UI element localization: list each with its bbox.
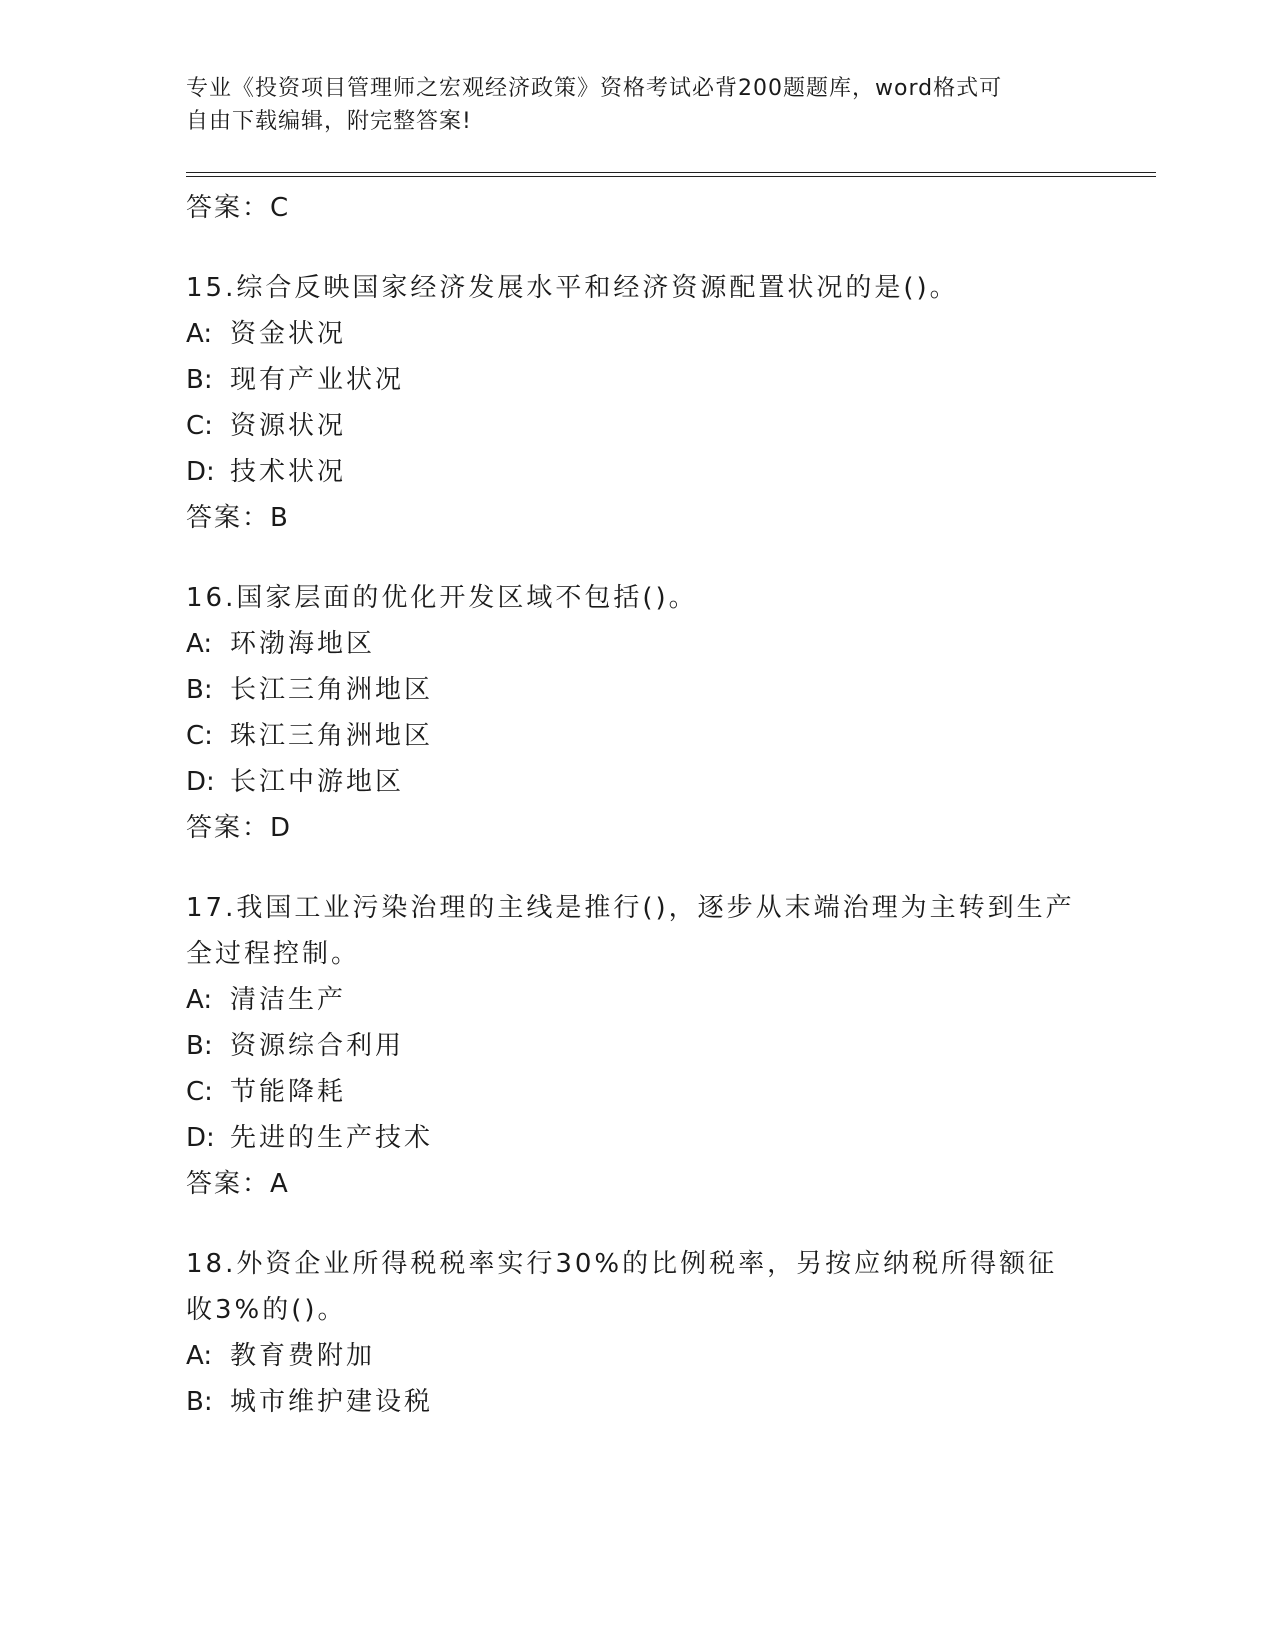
option-key: B: (186, 675, 213, 705)
option-text: 城市维护建设税 (230, 1387, 434, 1417)
question-text: 16.国家层面的优化开发区域不包括()。 (186, 583, 698, 613)
question-text: 15.综合反映国家经济发展水平和经济资源配置状况的是()。 (186, 273, 959, 303)
option-a (186, 311, 1156, 357)
option-text: 长江三角洲地区 (230, 675, 434, 705)
option-text: 节能降耗 (230, 1077, 347, 1107)
question-block (186, 1241, 1156, 1425)
option-text: 清洁生产 (230, 985, 347, 1015)
option-key: A: (186, 985, 213, 1015)
option-a (186, 1333, 1156, 1379)
question-block (186, 885, 1156, 1207)
option-text: 教育费附加 (230, 1341, 376, 1371)
question-text: 17.我国工业污染治理的主线是推行()，逐步从末端治理为主转到生产全过程控制。 (186, 893, 1075, 969)
option-text: 珠江三角洲地区 (230, 721, 434, 751)
document-header (186, 72, 1066, 138)
option-text: 现有产业状况 (230, 365, 405, 395)
option-key: B: (186, 365, 213, 395)
answer-line: 答案：B (186, 503, 290, 533)
option-text: 资源综合利用 (230, 1031, 405, 1061)
option-c (186, 403, 1156, 449)
option-d (186, 449, 1156, 495)
question-block (186, 575, 1156, 851)
option-key: A: (186, 319, 213, 349)
option-key: B: (186, 1387, 213, 1417)
option-b (186, 667, 1156, 713)
option-key: C: (186, 721, 213, 751)
answer-line: 答案：A (186, 1169, 290, 1199)
option-c (186, 1069, 1156, 1115)
question-block (186, 265, 1156, 541)
option-key: A: (186, 1341, 213, 1371)
option-c (186, 713, 1156, 759)
header-divider (186, 172, 1156, 177)
option-a (186, 621, 1156, 667)
option-text: 技术状况 (230, 457, 347, 487)
option-text: 资金状况 (230, 319, 347, 349)
option-text: 资源状况 (230, 411, 347, 441)
option-b (186, 1023, 1156, 1069)
option-a (186, 977, 1156, 1023)
option-key: D: (186, 457, 215, 487)
option-key: D: (186, 767, 215, 797)
option-text: 环渤海地区 (230, 629, 376, 659)
header-line-1: 专业《投资项目管理师之宏观经济政策》资格考试必背200题题库，word格式可 (186, 76, 1003, 101)
option-key: B: (186, 1031, 213, 1061)
option-b (186, 1379, 1156, 1425)
option-key: C: (186, 411, 213, 441)
header-line-2: 自由下载编辑，附完整答案! (186, 109, 472, 134)
option-text: 先进的生产技术 (230, 1123, 434, 1153)
option-d (186, 1115, 1156, 1161)
option-key: A: (186, 629, 213, 659)
document-page (186, 72, 1156, 1425)
option-b (186, 357, 1156, 403)
answer-line: 答案：C (186, 193, 291, 223)
option-d (186, 759, 1156, 805)
option-key: C: (186, 1077, 213, 1107)
question-text: 18.外资企业所得税税率实行30%的比例税率，另按应纳税所得额征收3%的()。 (186, 1249, 1058, 1325)
option-key: D: (186, 1123, 215, 1153)
answer-line: 答案：D (186, 813, 293, 843)
option-text: 长江中游地区 (230, 767, 405, 797)
